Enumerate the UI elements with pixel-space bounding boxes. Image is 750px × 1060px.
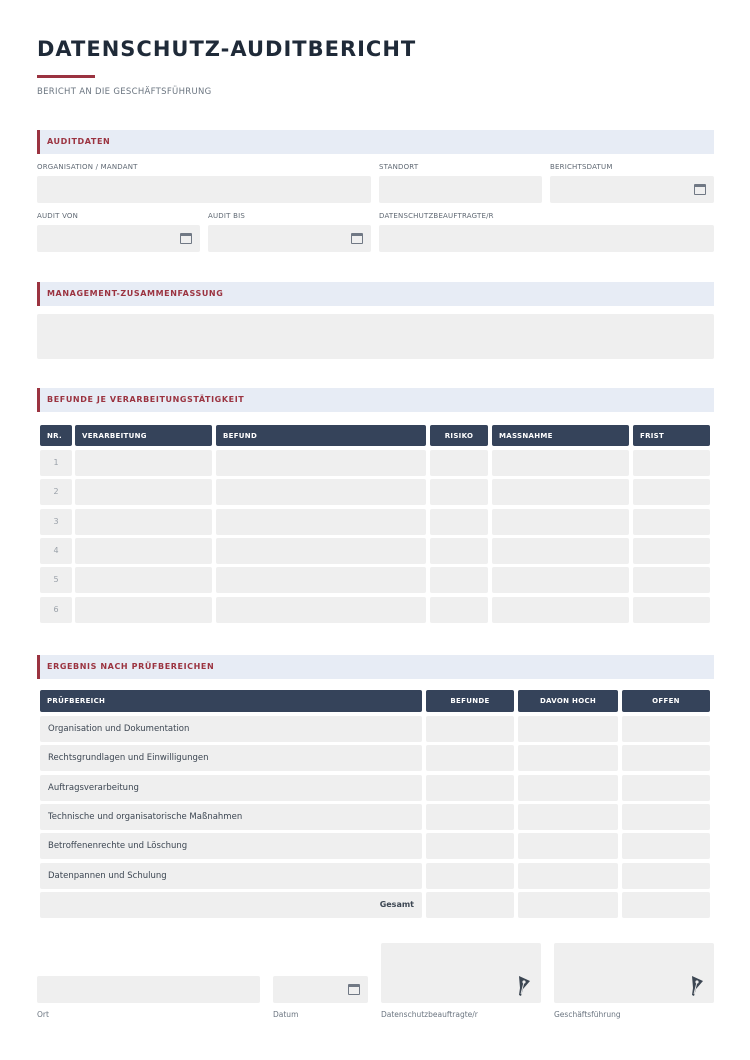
section-title: AUDITDATEN: [47, 137, 111, 146]
findings-cell-verarbeitung[interactable]: [75, 597, 212, 623]
findings-cell-befund[interactable]: [216, 597, 426, 623]
results-cell-davon-hoch[interactable]: [518, 804, 618, 830]
results-cell-davon-hoch[interactable]: [518, 775, 618, 801]
findings-cell-frist[interactable]: [633, 538, 710, 564]
results-cell-offen[interactable]: [622, 804, 710, 830]
datum-label: Datum: [273, 1010, 299, 1019]
findings-cell-befund[interactable]: [216, 567, 426, 593]
gf-signature-label: Geschäftsführung: [554, 1010, 621, 1019]
results-cell-davon-hoch[interactable]: [518, 716, 618, 742]
results-total-befunde[interactable]: [426, 892, 514, 918]
berichtsdatum-label: BERICHTSDATUM: [550, 163, 613, 171]
title-underline: [37, 75, 95, 78]
results-cell-befunde[interactable]: [426, 833, 514, 859]
results-area-label: Betroffenenrechte und Löschung: [40, 833, 422, 859]
findings-cell-befund[interactable]: [216, 538, 426, 564]
section-findings: [37, 388, 714, 412]
findings-row-number: 6: [40, 597, 72, 623]
results-area-label: Rechtsgrundlagen und Einwilligungen: [40, 745, 422, 771]
results-header-befunde: BEFUNDE: [426, 690, 514, 712]
ort-field[interactable]: [37, 976, 260, 1003]
pen-nib-icon: [690, 975, 704, 997]
section-title: MANAGEMENT-ZUSAMMENFASSUNG: [47, 289, 224, 298]
results-cell-davon-hoch[interactable]: [518, 833, 618, 859]
calendar-icon[interactable]: [348, 984, 360, 995]
findings-cell-verarbeitung[interactable]: [75, 509, 212, 535]
findings-cell-massnahme[interactable]: [492, 538, 629, 564]
findings-header-massnahme: MASSNAHME: [492, 425, 629, 446]
dsb-field[interactable]: [379, 225, 714, 252]
findings-cell-frist[interactable]: [633, 479, 710, 505]
dsb-signature-field[interactable]: [381, 943, 541, 1003]
section-auditdaten: [37, 130, 714, 154]
findings-cell-risiko[interactable]: [430, 538, 488, 564]
findings-cell-massnahme[interactable]: [492, 479, 629, 505]
page-title: DATENSCHUTZ-AUDITBERICHT: [37, 37, 417, 61]
results-total-label: Gesamt: [40, 892, 422, 918]
audit-von-label: AUDIT VON: [37, 212, 79, 220]
datum-field[interactable]: [273, 976, 368, 1003]
calendar-icon[interactable]: [694, 184, 706, 195]
findings-cell-risiko[interactable]: [430, 450, 488, 476]
findings-cell-massnahme[interactable]: [492, 450, 629, 476]
results-cell-befunde[interactable]: [426, 716, 514, 742]
page-subtitle: BERICHT AN DIE GESCHÄFTSFÜHRUNG: [37, 87, 212, 97]
findings-header-risiko: RISIKO: [430, 425, 488, 446]
results-total-davon-hoch[interactable]: [518, 892, 618, 918]
results-cell-befunde[interactable]: [426, 804, 514, 830]
results-cell-offen[interactable]: [622, 716, 710, 742]
results-cell-davon-hoch[interactable]: [518, 745, 618, 771]
results-header-offen: OFFEN: [622, 690, 710, 712]
results-area-label: Technische und organisatorische Maßnahmen: [40, 804, 422, 830]
results-area-label: Datenpannen und Schulung: [40, 863, 422, 889]
dsb-label: DATENSCHUTZBEAUFTRAGTE/R: [379, 212, 494, 220]
standort-label: STANDORT: [379, 163, 419, 171]
organisation-field[interactable]: [37, 176, 371, 203]
standort-field[interactable]: [379, 176, 542, 203]
findings-cell-befund[interactable]: [216, 479, 426, 505]
organisation-label: ORGANISATION / MANDANT: [37, 163, 138, 171]
summary-textarea[interactable]: [37, 314, 714, 359]
results-cell-offen[interactable]: [622, 745, 710, 771]
findings-row-number: 1: [40, 450, 72, 476]
ort-label: Ort: [37, 1010, 49, 1019]
findings-header-nr: NR.: [40, 425, 72, 446]
findings-row-number: 4: [40, 538, 72, 564]
dsb-signature-label: Datenschutzbeauftragte/r: [381, 1010, 478, 1019]
audit-von-field[interactable]: [37, 225, 200, 252]
findings-cell-verarbeitung[interactable]: [75, 479, 212, 505]
findings-cell-frist[interactable]: [633, 597, 710, 623]
results-cell-befunde[interactable]: [426, 863, 514, 889]
findings-row-number: 2: [40, 479, 72, 505]
results-cell-befunde[interactable]: [426, 745, 514, 771]
findings-cell-frist[interactable]: [633, 567, 710, 593]
results-area-label: Organisation und Dokumentation: [40, 716, 422, 742]
results-area-label: Auftragsverarbeitung: [40, 775, 422, 801]
pen-nib-icon: [517, 975, 531, 997]
findings-cell-verarbeitung[interactable]: [75, 450, 212, 476]
results-cell-davon-hoch[interactable]: [518, 863, 618, 889]
findings-cell-risiko[interactable]: [430, 509, 488, 535]
findings-cell-massnahme[interactable]: [492, 509, 629, 535]
findings-cell-verarbeitung[interactable]: [75, 538, 212, 564]
findings-row-number: 5: [40, 567, 72, 593]
gf-signature-field[interactable]: [554, 943, 714, 1003]
section-management-summary: [37, 282, 714, 306]
findings-cell-frist[interactable]: [633, 450, 710, 476]
findings-cell-befund[interactable]: [216, 450, 426, 476]
findings-cell-risiko[interactable]: [430, 567, 488, 593]
section-results: [37, 655, 714, 679]
findings-header-verarbeitung: VERARBEITUNG: [75, 425, 212, 446]
findings-cell-massnahme[interactable]: [492, 567, 629, 593]
results-cell-offen[interactable]: [622, 833, 710, 859]
berichtsdatum-field[interactable]: [550, 176, 714, 203]
findings-cell-verarbeitung[interactable]: [75, 567, 212, 593]
findings-cell-massnahme[interactable]: [492, 597, 629, 623]
calendar-icon[interactable]: [180, 233, 192, 244]
findings-cell-risiko[interactable]: [430, 479, 488, 505]
results-header-davon-hoch: DAVON HOCH: [518, 690, 618, 712]
findings-cell-risiko[interactable]: [430, 597, 488, 623]
results-total-offen[interactable]: [622, 892, 710, 918]
findings-row-number: 3: [40, 509, 72, 535]
findings-cell-frist[interactable]: [633, 509, 710, 535]
results-cell-offen[interactable]: [622, 775, 710, 801]
results-cell-offen[interactable]: [622, 863, 710, 889]
results-header-pruefbereich: PRÜFBEREICH: [40, 690, 422, 712]
results-cell-befunde[interactable]: [426, 775, 514, 801]
section-title: BEFUNDE JE VERARBEITUNGSTÄTIGKEIT: [47, 395, 245, 404]
findings-header-befund: BEFUND: [216, 425, 426, 446]
section-title: ERGEBNIS NACH PRÜFBEREICHEN: [47, 662, 215, 671]
audit-bis-label: AUDIT BIS: [208, 212, 245, 220]
audit-bis-field[interactable]: [208, 225, 371, 252]
findings-cell-befund[interactable]: [216, 509, 426, 535]
findings-header-frist: FRIST: [633, 425, 710, 446]
calendar-icon[interactable]: [351, 233, 363, 244]
